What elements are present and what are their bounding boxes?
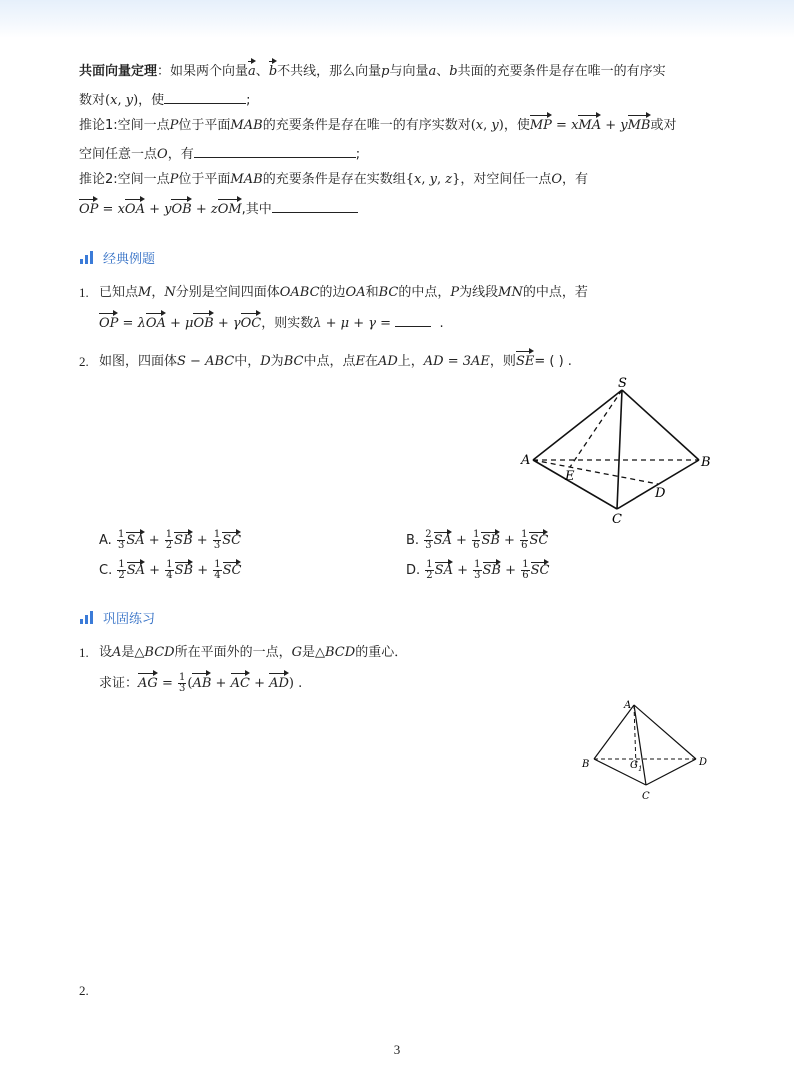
corollary-2-line-1: 推论2:空间一点P位于平面MAB的充要条件是存在实数组{x, y, z}，对空间任一点O，有 [79,172,589,187]
label-E: E [565,469,575,484]
section-heading-examples [80,248,155,267]
text: 和 [365,285,379,300]
coeff-frac: $\frac{1}{3}$ [474,559,481,581]
option-label: B. [406,533,420,548]
label-G: G [630,760,638,771]
text: ,其中 [241,202,272,217]
text: = ( ) . [534,354,572,369]
page-header-band [0,0,794,38]
answer-blank[interactable] [272,198,358,213]
bar-chart-icon [80,251,93,264]
section-title: 经典例题 [103,252,156,267]
label-A: A [521,453,531,468]
coeff-frac: $\frac{1}{6}$ [522,559,529,581]
answer-blank[interactable] [194,143,356,158]
text: 的充要条件是存在唯一的有序实数对 [262,118,471,133]
text: 分别是空间四面体 [175,285,280,300]
theorem-title: 共面向量定理 [79,64,158,79]
text: ：如果两个向量 [157,64,249,79]
text: 的中点， [398,285,451,300]
text: 的边 [319,285,346,300]
option-label: A. [99,533,112,548]
answer-blank[interactable] [395,312,431,327]
vec-a: a [248,62,256,82]
section-heading-practice [80,608,155,627]
text: ，则 [489,354,516,369]
theorem-line-2: 数对(x, y)，使 ; [79,89,251,111]
tetrahedron-figure [515,376,715,528]
text: 不共线，那么向量 [277,64,382,79]
label-A: A [624,700,632,711]
text: 的重心． [355,645,408,660]
edge-SA [533,390,622,460]
label-G-subscript: 1 [638,765,643,773]
text: 如图，四面体 [99,354,178,369]
edge-SC [617,390,622,509]
text: 共面的充要条件是存在唯一的有序实 [457,64,666,79]
text: ，使 [503,118,530,133]
edge-AD [634,705,696,759]
section-title: 巩固练习 [103,612,156,627]
corollary-2-line-2: OP = xOA + yOB + zOM,其中 [79,198,358,220]
text: 数对 [79,93,106,108]
text: ; [355,147,361,162]
text: 设 [99,645,113,660]
label-D: D [655,486,666,501]
segment-AD [533,460,658,484]
text: 的中点，若 [522,285,588,300]
label-B: B [701,455,711,470]
vec-p: p [381,64,390,79]
segment-SE [570,390,622,467]
edge-AC [634,705,646,785]
coeff-frac: $\frac{1}{2}$ [165,529,173,551]
option-label: C. [99,563,113,578]
question-number: 1. [79,645,89,660]
text: ，使 [138,93,165,108]
vec-a: a [428,64,437,79]
text: ，对空间任一点 [460,172,552,187]
p1-line-2: 求证：AG = $\frac{1}{3}$ (AB + AC + AD) . [99,672,303,694]
text: 推论2:空间一点 [79,172,170,187]
text: 在 [364,354,378,369]
corollary-1-line-2: 空间任意一点O，有 ; [79,143,360,165]
text: ，有 [562,172,589,187]
edge-BC [617,460,699,509]
text: 是 [121,645,135,660]
theorem-line-1: 共面向量定理：如果两个向量a、b不共线，那么向量p与向量a、b共面的充要条件是存在唯一的有序实 [79,62,666,82]
label-C: C [642,791,650,802]
text: 中点，点 [303,354,356,369]
edge-AB [594,705,634,759]
text: 求证： [99,676,139,691]
text: . [439,316,444,331]
coeff-frac: $\frac{1}{4}$ [214,559,221,581]
text: ; [246,93,251,108]
coeff-frac: $\frac{1}{3}$ [178,672,186,694]
label-D: D [699,757,708,768]
corollary-1-line-1: 推论1:空间一点P位于平面MAB的充要条件是存在唯一的有序实数对(x, y)，使MP = xMA + yMB或对 [79,116,677,136]
text: 为 [270,354,284,369]
text: 或对 [650,118,677,133]
edge-AC [533,460,617,509]
option-D[interactable]: D. $\frac{1}{2}$ SA + $\frac{1}{3}$ SB + $\frac{1}{6}$ SC [406,559,550,581]
edge-CD [646,759,696,785]
text: 中， [234,354,261,369]
coeff-frac: $\frac{2}{3}$ [425,529,432,551]
q1-line-2: OP = λOA + μOB + γOC，则实数λ + μ + γ = . [99,312,444,334]
label-B: B [582,759,590,770]
text: 位于平面 [178,118,231,133]
text: 位于平面 [178,172,231,187]
question-number: 1. [79,285,89,300]
coeff-frac: $\frac{1}{3}$ [117,529,125,551]
text: 推论1:空间一点 [79,118,170,133]
option-A[interactable]: A. $\frac{1}{3}$ SA + $\frac{1}{2}$ SB + $\frac{1}{3}$ SC [99,529,242,551]
coeff-frac: $\frac{1}{2}$ [426,559,433,581]
coeff-frac: $\frac{1}{6}$ [521,529,528,551]
text: 空间任意一点 [79,147,158,162]
coeff-frac: $\frac{1}{3}$ [213,529,221,551]
text: 已知点 [99,285,139,300]
vec-b: b [269,62,277,82]
question-number: 2. [79,983,89,998]
label-S: S [618,376,627,391]
option-label: D. [406,563,421,578]
answer-blank[interactable] [164,89,246,104]
text: 与向量 [389,64,429,79]
p1-line-1: 设A是△BCD所在平面外的一点，G是△BCD的重心． [99,645,408,660]
text: ，有 [167,147,194,162]
text: 上， [397,354,424,369]
vec-b: b [449,64,458,79]
label-C: C [612,512,622,527]
edge-SB [622,390,699,460]
text: 的充要条件是存在实数组 [262,172,406,187]
text: ，则实数 [261,316,314,331]
q2-line-1: 如图，四面体S − ABC中，D为BC中点，点E在AD上，AD = 3AE，则SE= ( ) . [99,352,572,372]
option-C[interactable]: C. $\frac{1}{2}$ SA + $\frac{1}{4}$ SB + $\frac{1}{4}$ SC [99,559,242,581]
question-number: 2. [79,354,89,369]
text: 所在平面外的一点， [174,645,292,660]
text: 为线段 [459,285,499,300]
bar-chart-icon [80,611,93,624]
text: 是 [302,645,316,660]
text: . [298,676,303,691]
coeff-frac: $\frac{1}{2}$ [118,559,125,581]
tetrahedron-figure-2 [578,697,714,805]
coeff-frac: $\frac{1}{6}$ [473,529,480,551]
page-number: 3 [393,1042,401,1057]
option-B[interactable]: B. $\frac{2}{3}$ SA + $\frac{1}{6}$ SB + $\frac{1}{6}$ SC [406,529,549,551]
coeff-frac: $\frac{1}{4}$ [166,559,173,581]
q1-line-1: 已知点M，N分别是空间四面体OABC的边OA和BC的中点，P为线段MN的中点，若 [99,285,588,300]
